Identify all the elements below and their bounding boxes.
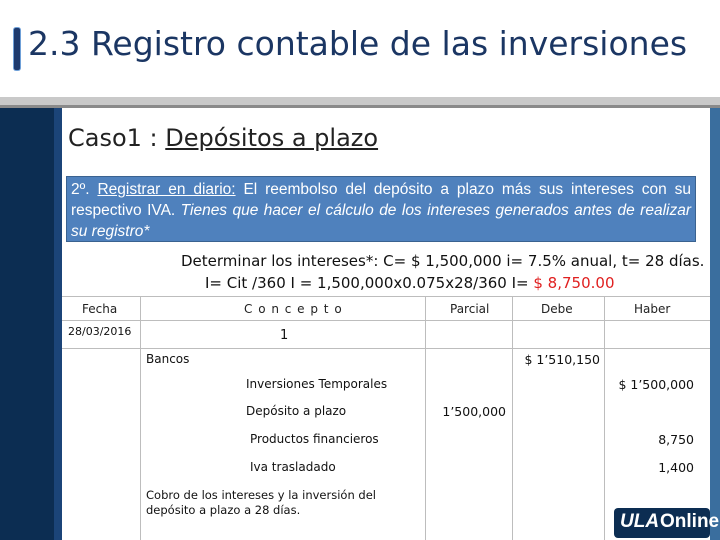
row-deposito-parcial: 1’500,000 (442, 404, 506, 419)
calculation-formula: I= Cit /360 I = 1,500,000x0.075x28/360 I= (205, 274, 534, 292)
left-decor-band-inner (54, 108, 62, 540)
left-decor-band (0, 108, 54, 540)
header-fecha: Fecha (82, 302, 118, 316)
row-inversiones-haber: $ 1’500,000 (618, 377, 694, 392)
grid-line (512, 296, 513, 540)
entry-note: Cobro de los intereses y la inversión del depósito a plazo a 28 días. (146, 488, 376, 517)
instruction-underlined: Registrar en diario: (97, 181, 236, 198)
row-deposito-label: Depósito a plazo (246, 404, 347, 418)
calculation-result: $ 8,750.00 (533, 274, 615, 292)
grid-line (62, 320, 710, 321)
logo-text-ula: ULA (620, 511, 660, 532)
grid-line (140, 296, 141, 540)
slide-content-area (62, 108, 710, 540)
case-prefix: Caso1 : (68, 124, 166, 152)
row-productos-label: Productos financieros (250, 432, 379, 446)
entry-number: 1 (280, 328, 289, 343)
case-title: Depósitos a plazo (165, 124, 379, 152)
grid-line (604, 296, 605, 540)
row-inversiones-label: Inversiones Temporales (246, 377, 388, 391)
title-accent-bar (14, 28, 20, 70)
header-haber: Haber (634, 302, 671, 316)
row-productos-haber: 8,750 (658, 432, 694, 447)
row-bancos-debe: $ 1’510,150 (524, 352, 600, 367)
logo-text-online: Online (660, 511, 720, 532)
row-iva-label: Iva trasladado (250, 460, 336, 474)
instruction-box (66, 176, 696, 242)
header-parcial: Parcial (450, 302, 490, 316)
header-divider (0, 97, 720, 105)
entry-date: 28/03/2016 (68, 325, 132, 338)
instruction-italic: Tienes que hacer el cálculo de los intereses generados antes de realizar su registro* (71, 202, 691, 240)
right-decor-band (710, 108, 720, 540)
grid-line (62, 348, 710, 349)
instruction-step: 2º. (71, 181, 98, 198)
row-iva-haber: 1,400 (658, 460, 694, 475)
calculation-line-1: Determinar los intereses*: C= $ 1,500,000 i= 7.5% anual, t= 28 días. (181, 252, 705, 270)
instruction-plain: El reembolso del depósito a plazo más sus intereses con su respectivo IVA. (71, 181, 691, 219)
case-heading (68, 124, 378, 152)
calculation-line-2 (205, 274, 614, 292)
grid-line (425, 296, 426, 540)
row-bancos-label: Bancos (146, 352, 190, 366)
page-title: 2.3 Registro contable de las inversiones (28, 24, 688, 63)
grid-line (62, 296, 710, 297)
header-concepto: C o n c e p t o (244, 302, 343, 316)
header-debe: Debe (541, 302, 573, 316)
